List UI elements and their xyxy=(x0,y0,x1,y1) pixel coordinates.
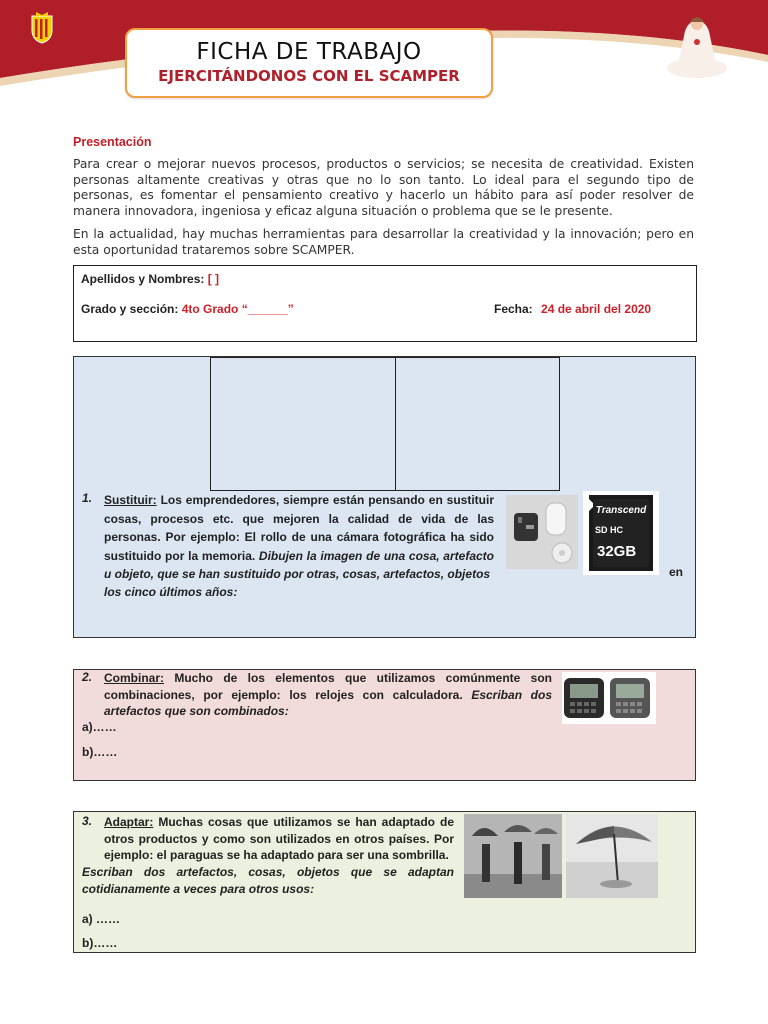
substitute-tail-word: en xyxy=(669,565,684,579)
calculator-watch-icon xyxy=(562,672,656,724)
substitute-body: Los emprendedores, siempre están pensando en sustituir cosas, procesos etc. que mejoren la calidad de vida de las personas. Por ejemplo: El rollo de una cámara fotográfica ha sido sustituido por la memoria. xyxy=(104,493,494,563)
substitute-text xyxy=(104,491,494,584)
title-box xyxy=(125,28,493,98)
virgin-mary-icon xyxy=(662,8,732,78)
presentation-paragraph-2: En la actualidad, hay muchas herramientas para desarrollar la creatividad y la innovación; pero en esta oportunidad trataremos sobre SCAMPER. xyxy=(73,227,694,257)
adapt-answer-a[interactable]: a) …… xyxy=(82,912,121,926)
adapt-answer-b[interactable]: b)…… xyxy=(82,936,118,950)
combine-box xyxy=(73,669,696,781)
adapt-instruction: Escriban dos artefactos, cosas, objetos que se adaptan cotidianamente a veces para otros usos: xyxy=(82,865,454,896)
sd-card-capacity: 32GB xyxy=(597,543,637,560)
item-number: 3. xyxy=(82,814,93,828)
adapt-box xyxy=(73,811,696,953)
sd-card-brand: Transcend xyxy=(595,505,647,516)
substitute-keyword: Sustituir: xyxy=(104,493,157,507)
substitute-instruction: Dibujen la imagen de una cosa, artefacto u objeto, que se han sustituido por otras, cosas, artefactos, objetos xyxy=(104,548,494,581)
name-value[interactable]: [ ] xyxy=(207,272,220,286)
page-subtitle: EJERCITÁNDONOS CON EL SCAMPER xyxy=(158,67,460,85)
grade-label: Grado y sección: xyxy=(81,302,179,316)
name-row xyxy=(81,272,219,286)
beach-umbrella-icon xyxy=(566,814,658,898)
date-row xyxy=(494,302,651,316)
grade-value[interactable]: 4to Grado “______” xyxy=(181,302,294,316)
film-roll-image xyxy=(506,495,578,569)
presentation-heading: Presentación xyxy=(73,135,152,149)
substitute-tail-instruction: los cinco últimos años: xyxy=(104,585,238,599)
adapt-text xyxy=(104,814,454,864)
presentation-paragraph-1: Para crear o mejorar nuevos procesos, productos o servicios; se necesita de creatividad. Existen personas altamente creativas y otras que no lo son tanto. Lo ideal para el segundo tipo de personas, es fomentar el pensamiento creativo y hacerlo un hábito para así poder resolver de manera innovadora, ingeniosa y eficaz alguna situación o problema que se le presente. xyxy=(73,157,694,218)
combine-answer-a[interactable]: a)…… xyxy=(82,720,117,734)
beach-umbrella-image xyxy=(566,814,658,898)
drawing-frame-1[interactable] xyxy=(210,357,396,491)
school-crest-icon xyxy=(28,10,56,44)
student-info-box xyxy=(73,265,697,342)
combine-text xyxy=(104,670,552,720)
adapt-body: Muchas cosas que utilizamos se han adaptado de otros productos y como son utilizados en otros países. Por ejemplo: el paraguas se ha adaptado para ser una sombrilla. xyxy=(104,815,454,862)
item-number: 2. xyxy=(82,670,93,684)
date-label: Fecha: xyxy=(494,302,533,316)
sd-card-image xyxy=(583,491,659,575)
calculator-watch-image xyxy=(562,672,656,724)
film-roll-icon xyxy=(506,495,578,569)
combine-answer-b[interactable]: b)…… xyxy=(82,745,118,759)
adapt-keyword: Adaptar: xyxy=(104,815,154,829)
combine-body: Mucho de los elementos que utilizamos comúnmente son combinaciones, por ejemplo: los relojes con calculadora. xyxy=(104,671,552,702)
page-title: FICHA DE TRABAJO xyxy=(196,39,422,65)
combine-keyword: Combinar: xyxy=(104,671,164,685)
umbrella-rain-image xyxy=(464,814,562,898)
name-label: Apellidos y Nombres: xyxy=(81,272,205,286)
grade-row xyxy=(81,302,294,316)
combine-instruction: Escriban dos artefactos que son combinados: xyxy=(104,687,553,718)
item-number: 1. xyxy=(82,491,93,505)
substitute-box xyxy=(73,356,696,638)
umbrella-people-icon xyxy=(464,814,562,898)
date-value: 24 de abril del 2020 xyxy=(541,302,652,316)
drawing-frame-2[interactable] xyxy=(395,357,560,491)
header-band xyxy=(0,0,768,120)
sd-card-type: SD HC xyxy=(595,525,624,535)
